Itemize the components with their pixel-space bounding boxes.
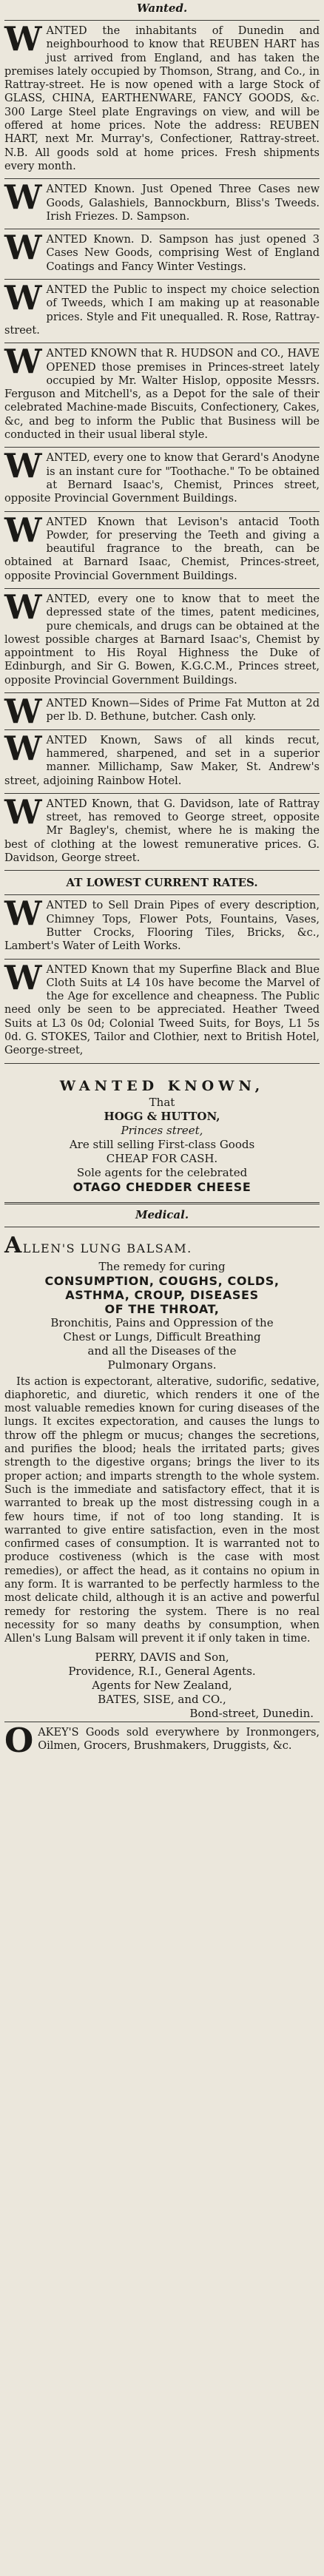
wanted-ad: [4, 792, 320, 869]
drop-cap: W: [4, 792, 42, 832]
lowest-rates-heading: AT LOWEST CURRENT RATES.: [66, 876, 258, 890]
ad-text: ANTED Known that my Superfine Black and Blue Cloth Suits at L4 10s have become the Marvel of the Age for excellence and cheapness. The Public need only be seen to be appreciated. Heather Tweed Suits at L3 0s 0d; Colonial Tweed Suits, for Boys, L1 5s 0d. G. STOKES, Tailor and Clothier, next to British Hotel, George-street,: [4, 963, 320, 1057]
ad-text: ANTED the Public to inspect my choice selection of Tweeds, which I am making up at reasonable prices. Style and Fit unequalled. R. Rose, Rattray-street.: [4, 284, 320, 337]
allens-lung-balsam-ad: [4, 1228, 320, 1721]
wanted-ad: [4, 230, 320, 278]
allen-agent5: Bond-street, Dunedin.: [189, 1706, 314, 1720]
allen-agent2: Providence, R.I., General Agents.: [68, 1664, 256, 1678]
wanted-ad: [4, 344, 320, 446]
wanted-ad: [4, 180, 320, 228]
oakey-ad: [4, 1720, 320, 1760]
hogg-line2: CHEAP FOR CASH.: [106, 1151, 218, 1165]
wanted-ad: [4, 896, 320, 957]
divider: [4, 959, 320, 960]
drop-cap: W: [4, 587, 42, 627]
divider: [4, 729, 320, 730]
ad-text: ANTED Known, that G. Davidson, late of Rattray street, has removed to George street, opposite Mr Bagley's, chemist, where he is making the best of clothing at the lowest remunerative prices. G. Davidson, George street.: [4, 798, 320, 865]
drop-cap: W: [4, 728, 42, 768]
hogg-line4: OTAGO CHEDDER CHEESE: [72, 1179, 252, 1194]
drop-cap: W: [4, 228, 42, 268]
allen-s2: Chest or Lungs, Difficult Breathing: [63, 1329, 261, 1343]
drop-cap: W: [4, 178, 42, 218]
ad-text: ANTED, every one to know that to meet the depressed state of the times, patent medicines, pure chemicals, and drugs can be obtained at the lowest possible charges at Barnard Isaac's, Chemist by appointment to His Royal Highness the Duke of Edinburgh, and Sir G. Bowen, K.G.C.M., Princes street, opposite Provincial Government Buildings.: [4, 593, 320, 687]
divider-double: [4, 1202, 320, 1204]
divider: [4, 588, 320, 589]
wanted-ad: [4, 280, 320, 342]
allen-agent3: Agents for New Zealand,: [92, 1678, 232, 1692]
hogg-street: Princes street,: [121, 1123, 203, 1137]
ad-text: ANTED Known. D. Sampson has just opened 3 Cases New Goods, comprising West of England Coatings and Fancy Winter Vestings.: [46, 234, 320, 273]
hogg-wanted-title: WANTED KNOWN,: [59, 1077, 265, 1094]
wanted-ad: [4, 957, 320, 1062]
wanted-ad: [4, 587, 320, 692]
oakey-drop-cap: O: [4, 1720, 34, 1760]
divider: [4, 20, 320, 21]
allen-h3: OF THE THROAT,: [104, 1301, 220, 1316]
wanted-ad: [4, 21, 320, 178]
hogg-name: HOGG & HUTTON,: [104, 1109, 220, 1123]
hogg-hutton-ad: [4, 1065, 320, 1200]
allen-title: LLEN'S LUNG BALSAM.: [22, 1241, 192, 1255]
allen-intro: The remedy for curing: [98, 1259, 226, 1273]
wanted-ads: [4, 21, 320, 871]
allen-h2: ASTHMA, CROUP, DISEASES: [65, 1287, 259, 1302]
divider: [4, 894, 320, 895]
ad-text: ANTED Known that Levison's antacid Tooth Powder, for preserving the Teeth and giving a beautiful fragrance to the breath, can be obtained at Barnard Isaac, Chemist, Princes-street, opposite Provincial Government Buildings.: [4, 516, 320, 582]
drop-cap: W: [4, 278, 42, 318]
drop-cap: W: [4, 957, 42, 997]
hogg-line3: Sole agents for the celebrated: [76, 1165, 248, 1179]
allen-body: Its action is expectorant, alterative, sudorific, sedative, diaphoretic, and diuretic, which renders it one of the most valuable remedies known for curing diseases of the lungs. It excites expectoration, and causes the lungs to throw off the phlegm or mucus; changes the secretions, and purifies the blood; heals the irritated parts; gives strength to the digestive organs; brings the liver to its proper action; and imparts strength to the whole system. Such is the immediate and satisfactory effect, that it is warranted to break up the most distressing cough in a few hours time, if not of too long standing. It is warranted to give entire satisfaction, even in the most confirmed cases of consumption. It is warranted not to produce costiveness (which is the case with most remedies), or affect the head, as it contains no opium in any form. It is warranted to be perfectly harmless to the most delicate child, although it is an active and powerful remedy for restoring the system. There is no real necessity for so many deaths by consumption, when Allen's Lung Balsam will prevent it if only taken in time.: [4, 1375, 320, 1645]
ad-text: ANTED Known. Just Opened Three Cases new Goods, Galashiels, Bannockburn, Bliss's Tweeds. Irish Friezes. D. Sampson.: [46, 183, 320, 223]
drop-cap: W: [4, 446, 42, 486]
wanted-ads-2: [4, 896, 320, 1063]
ad-text: ANTED Known, Saws of all kinds recut, hammered, sharpened, and set in a superior manner. Millichamp, Saw Maker, St. Andrew's street, adjoining Rainbow Hotel.: [4, 734, 320, 787]
divider: [4, 279, 320, 280]
hogg-that: That: [149, 1095, 175, 1109]
ad-text: ANTED the inhabitants of Dunedin and neighbourhood to know that REUBEN HART has just arrived from England, and has taken the premises lately occupied by Thomson, Strang, and Co., in Rattray-street. He is now opened with a large Stock of GLASS, CHINA, EARTHENWARE, FANCY GOODS, &c. 300 Large Steel plate Engravings on view, and will be offered at home prices. Note the address: REUBEN HART, next Mr. Murray's, Confectioner, Rattray-street. N.B. All goods sold at home prices. Fresh shipments every month.: [4, 25, 320, 172]
allen-agent4: BATES, SISE, and CO.,: [98, 1692, 226, 1706]
drop-cap: W: [4, 510, 42, 550]
ad-text: ANTED to Sell Drain Pipes of every description, Chimney Tops, Flower Pots, Fountains, Vases, Butter Crocks, Flooring Tiles, Bricks, &c., Lambert's Water of Leith Works.: [4, 900, 320, 953]
wanted-ad: [4, 728, 320, 792]
hogg-line1: Are still selling First-class Goods: [69, 1137, 255, 1151]
divider: [4, 178, 320, 179]
divider: [4, 692, 320, 693]
drop-cap: W: [4, 692, 42, 732]
section-heading-wanted: Wanted.: [136, 1, 188, 15]
drop-cap: W: [4, 342, 42, 382]
allen-title-row: [4, 1228, 320, 1260]
section-heading-medical: Medical.: [135, 1207, 189, 1221]
divider: [4, 793, 320, 794]
divider: [4, 870, 320, 871]
divider: [4, 1063, 320, 1064]
allen-s3: and all the Diseases of the: [87, 1343, 237, 1358]
divider: [4, 511, 320, 512]
ad-text: ANTED KNOWN that R. HUDSON and CO., HAVE OPENED those premises in Princes-street lately occupied by Mr. Walter Hislop, opposite Messrs. Ferguson and Mitchell's, as a Depot for the sale of their celebrated Machine-made Biscuits, Confectionery, Cakes, &c, and beg to inform the Public that Business will be conducted in their usual liberal style.: [4, 348, 320, 442]
wanted-ad: [4, 448, 320, 510]
allen-h1: CONSUMPTION, COUGHS, COLDS,: [44, 1273, 280, 1288]
allen-agent1: PERRY, DAVIS and Son,: [95, 1650, 229, 1664]
drop-cap: W: [4, 894, 42, 934]
oakey-text: AKEY'S Goods sold everywhere by Ironmongers, Oilmen, Grocers, Brushmakers, Druggists, &c.: [38, 1726, 320, 1752]
drop-cap: W: [4, 19, 42, 58]
wanted-ad: [4, 692, 320, 732]
ad-text: ANTED Known—Sides of Prime Fat Mutton at 2d per lb. D. Bethune, butcher. Cash only.: [46, 698, 320, 724]
ad-text: ANTED, every one to know that Gerard's Anodyne is an instant cure for "Toothache." To be obtained at Bernard Isaac's, Chemist, Princes street, opposite Provincial Government Buildings.: [4, 452, 320, 505]
allen-drop-cap: A: [4, 1232, 23, 1258]
allen-s4: Pulmonary Organs.: [107, 1358, 217, 1372]
allen-s1: Bronchitis, Pains and Oppression of the: [50, 1315, 274, 1329]
wanted-ad: [4, 510, 320, 587]
divider: [4, 447, 320, 448]
